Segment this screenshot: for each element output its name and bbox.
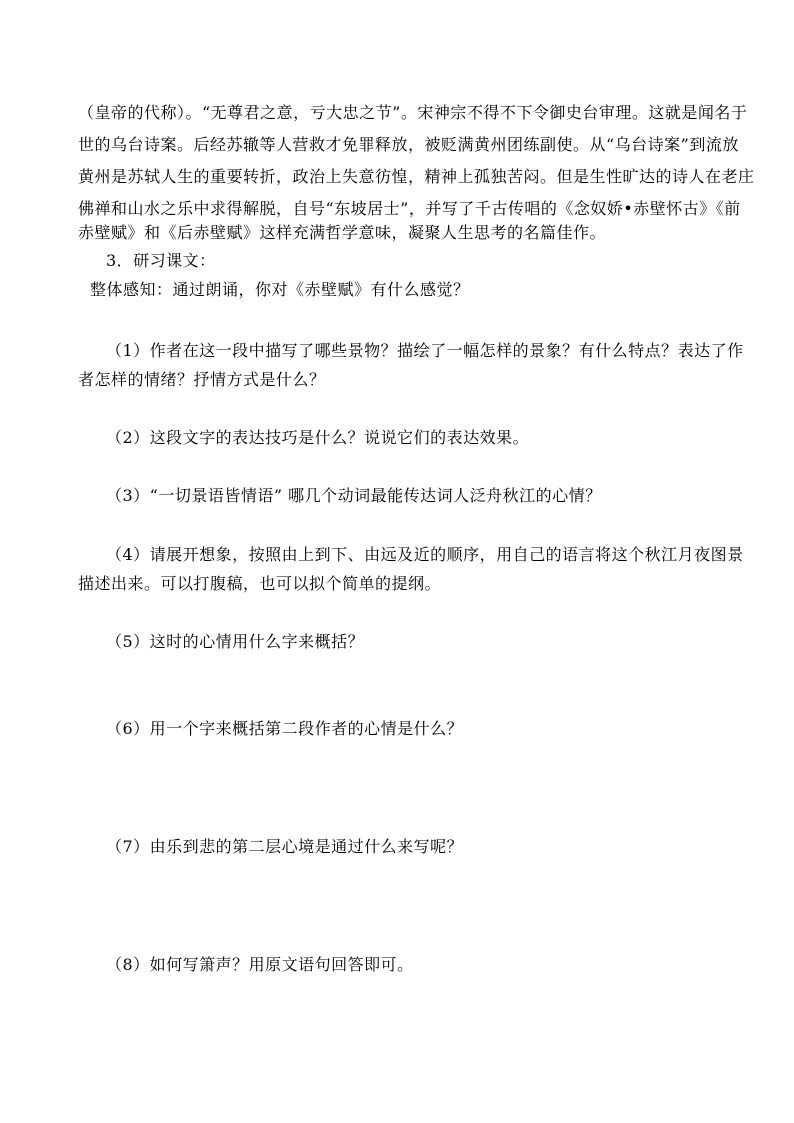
question-5: （5）这时的心情用什么字来概括？ [106,632,365,651]
intro-line-3: 黄州是苏轼人生的重要转折，政治上失意彷惶，精神上孤独苦闷。但是生性旷达的诗人在老庄 [78,167,755,186]
overview-question: 整体感知：通过朗诵，你对《赤壁赋》有什么感觉？ [90,280,470,299]
question-3: （3）“一切景语皆情语” 哪几个动词最能传达词人泛舟秋江的心情？ [106,486,602,505]
question-2: （2）这段文字的表达技巧是什么？说说它们的表达效果。 [106,428,530,447]
question-6: （6）用一个字来概括第二段作者的心情是什么？ [106,719,464,738]
question-7: （7）由乐到悲的第二层心境是通过什么来写呢？ [106,837,464,856]
question-4-line-2: 描述出来。可以打腹稿，也可以拟个简单的提纲。 [78,574,442,593]
question-8: （8）如何写箫声？用原文语句回答即可。 [106,955,414,974]
intro-line-2: 世的乌台诗案。后经苏辙等人营救才免罪释放，被贬满黄州团练副使。从“乌台诗案”到流放 [78,135,739,154]
intro-line-5: 赤壁赋》和《后赤壁赋》这样充满哲学意味，凝聚人生思考的名篇佳作。 [78,223,607,242]
question-4-line-1: （4）请展开想象，按照由上到下、由远及近的顺序，用自己的语言将这个秋江月夜图景 [106,545,744,564]
question-1-line-1: （1）作者在这一段中描写了哪些景物？描绘了一幅怎样的景象？有什么特点？表达了作 [106,341,744,360]
intro-line-4: 佛禅和山水之乐中求得解脱，自号“东坡居士”，并写了千古传唱的《念奴娇•赤壁怀古》《前 [78,199,741,218]
question-1-line-2: 者怎样的情绪？抒情方式是什么？ [78,370,326,389]
intro-line-1: （皇帝的代称）。“无尊君之意，亏大忠之节”。宋神宗不得不下令御史台审理。这就是闻名于 [78,103,748,122]
section-heading: 3．研习课文： [106,251,216,270]
